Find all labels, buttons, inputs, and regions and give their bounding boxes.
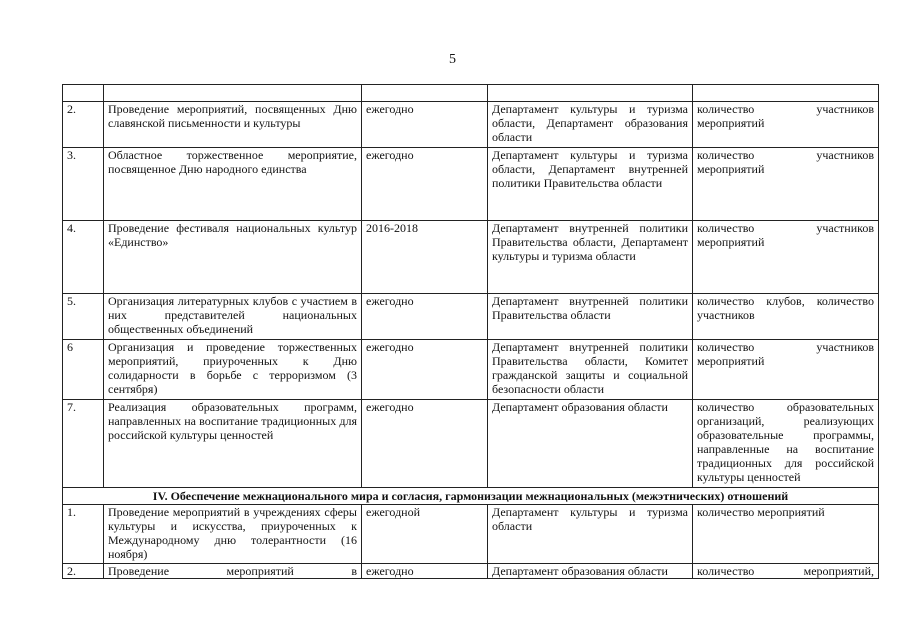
- event-cell: Проведение мероприятий в учреждениях сферы культуры и искусства, приуроченных к Международному дню толерантности (16 ноября): [104, 505, 362, 564]
- row-number: 2.: [63, 564, 104, 579]
- period-cell: ежегодно: [362, 102, 488, 148]
- table-row: [63, 564, 879, 579]
- event-cell: [104, 564, 362, 579]
- row-number: 3.: [63, 148, 104, 221]
- executor-cell: Департамент образования области: [488, 564, 693, 579]
- period-cell: ежегодно: [362, 340, 488, 400]
- table-row: [63, 400, 879, 488]
- row-number: 5.: [63, 294, 104, 340]
- event-cell: Проведение мероприятий, посвященных Дню славянской письменности и культуры: [104, 102, 362, 148]
- executor-cell: Департамент культуры и туризма области, Департамент образования области: [488, 102, 693, 148]
- table-row: [63, 102, 879, 148]
- indicator-cell: количество участников мероприятий: [693, 148, 879, 221]
- table-row: [63, 294, 879, 340]
- event-word: мероприятий: [226, 564, 294, 578]
- indicator-cell: [693, 564, 879, 579]
- table-header-row: [63, 85, 879, 102]
- event-cell: Реализация образовательных программ, направленных на воспитание традиционных для российской культуры ценностей: [104, 400, 362, 488]
- section-heading-row: [63, 488, 879, 505]
- page-number: 5: [449, 52, 456, 67]
- indicator-cell: количество мероприятий: [693, 505, 879, 564]
- period-cell: ежегодно: [362, 400, 488, 488]
- indicator-cell: количество образовательных организаций, реализующих образовательные программы, направленные на воспитание традиционных для российской культуры ценностей: [693, 400, 879, 488]
- row-number: 6: [63, 340, 104, 400]
- event-word: в: [351, 564, 357, 578]
- executor-cell: Департамент культуры и туризма области, Департамент внутренней политики Правительства области: [488, 148, 693, 221]
- executor-cell: Департамент образования области: [488, 400, 693, 488]
- period-cell: ежегодной: [362, 505, 488, 564]
- executor-cell: Департамент внутренней политики Правительства области, Департамент культуры и туризма области: [488, 221, 693, 294]
- period-cell: ежегодно: [362, 564, 488, 579]
- executor-cell: Департамент внутренней политики Правительства области, Комитет гражданской защиты и социальной безопасности области: [488, 340, 693, 400]
- executor-cell: Департамент внутренней политики Правительства области: [488, 294, 693, 340]
- indicator-cell: количество участников мероприятий: [693, 221, 879, 294]
- event-word: Проведение: [108, 564, 170, 578]
- row-number: 1.: [63, 505, 104, 564]
- indicator-word: мероприятий,: [803, 564, 874, 578]
- period-cell: ежегодно: [362, 148, 488, 221]
- table-row: [63, 221, 879, 294]
- event-cell: Организация и проведение торжественных мероприятий, приуроченных к Дню солидарности в борьбе с терроризмом (3 сентября): [104, 340, 362, 400]
- indicator-cell: количество клубов, количество участников: [693, 294, 879, 340]
- row-number: 2.: [63, 102, 104, 148]
- event-cell: Проведение фестиваля национальных культур «Единство»: [104, 221, 362, 294]
- row-number: 7.: [63, 400, 104, 488]
- executor-cell: Департамент культуры и туризма области: [488, 505, 693, 564]
- indicator-word: количество: [697, 564, 755, 578]
- event-cell: Организация литературных клубов с участием в них представителей национальных общественных объединений: [104, 294, 362, 340]
- indicator-cell: количество участников мероприятий: [693, 340, 879, 400]
- period-cell: 2016-2018: [362, 221, 488, 294]
- section-title: IV. Обеспечение межнационального мира и согласия, гармонизации межнациональных (межэтнических) отношений: [63, 488, 879, 505]
- table-row: [63, 340, 879, 400]
- table-row: [63, 505, 879, 564]
- plan-table: [62, 84, 879, 579]
- event-cell: Областное торжественное мероприятие, посвященное Дню народного единства: [104, 148, 362, 221]
- table-row: [63, 148, 879, 221]
- period-cell: ежегодно: [362, 294, 488, 340]
- row-number: 4.: [63, 221, 104, 294]
- indicator-cell: количество участников мероприятий: [693, 102, 879, 148]
